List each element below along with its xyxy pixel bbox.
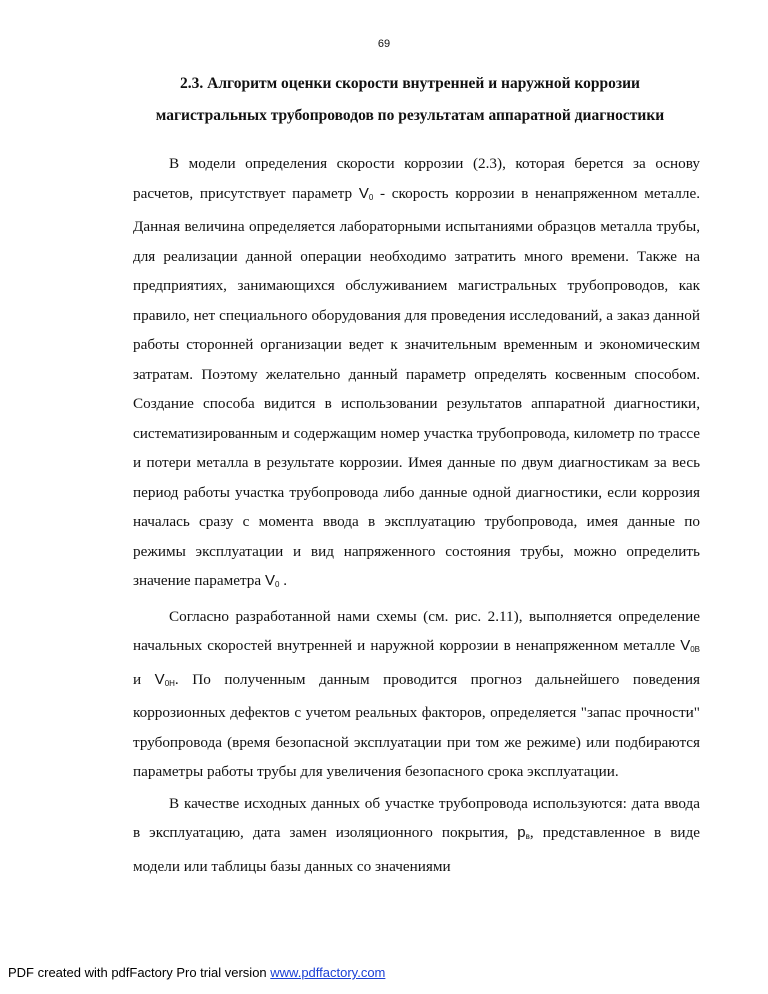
velocity-subscript: 0 bbox=[274, 580, 280, 589]
resistivity-symbol: р bbox=[517, 824, 526, 841]
heading-line-2: магистральных трубопроводов по результатам аппаратной диагностики bbox=[155, 107, 665, 124]
paragraph-1 bbox=[133, 149, 700, 600]
paragraph-2-text-c: . По полученным данным проводится прогноз дальнейшего поведения коррозионных дефектов с учетом реальных факторов, определяется "запас прочности" трубопровода (время безопасной эксплуатации при том же режиме) или подбираются параметры работы трубы для увеличения безопасного срока эксплуатации. bbox=[133, 670, 700, 780]
footer-link[interactable]: www.pdffactory.com bbox=[270, 965, 386, 980]
body-text bbox=[133, 149, 700, 883]
paragraph-2-text-b: и bbox=[133, 670, 155, 688]
paragraph-1-text-c: . bbox=[279, 572, 288, 589]
paragraph-3-text-b: , представленное в виде модели или таблицы базы данных со значениями bbox=[133, 824, 700, 875]
velocity-external-symbol: V bbox=[154, 670, 165, 688]
velocity-subscript: 0 bbox=[368, 192, 374, 202]
heading-line-1: 2.3. Алгоритм оценки скорости внутренней и наружной коррозии bbox=[180, 75, 640, 92]
footer-text: PDF created with pdfFactory Pro trial version bbox=[8, 965, 271, 980]
paragraph-2 bbox=[133, 602, 700, 787]
velocity-external-subscript: 0Н bbox=[164, 678, 175, 688]
velocity-internal-symbol: V bbox=[680, 637, 691, 654]
page-number: 69 bbox=[377, 38, 391, 50]
paragraph-3 bbox=[133, 789, 700, 882]
velocity-symbol: V bbox=[264, 572, 275, 589]
section-heading bbox=[120, 68, 700, 132]
resistivity-subscript: в bbox=[525, 832, 530, 841]
paragraph-1-text-b: - скорость коррозии в ненапряженном металле. Данная величина определяется лабораторными испытаниями образцов металла трубы, для реализации данной операции необходимо затратить много времени. Также на предприятиях, занимающихся обслуживанием магистральных трубопроводов, как правило, нет специального оборудования для проведения исследований, а заказ данной работы сторонней организации ведет к значительным временным и экономическим затратам. Поэтому желательно данный параметр определять косвенным способом. Создание способа видится в использовании результатов аппаратной диагностики, систематизированным и содержащим номер участка трубопровода, километр по трассе и потери металла в результате коррозии. Имея данные по двум диагностикам за весь период работы участка трубопровода либо данные одной диагностики, если коррозия началась сразу с момента ввода в эксплуатацию трубопровода, имея данные по режимы эксплуатации и вид напряженного состояния трубы, можно определить значение параметра bbox=[133, 184, 700, 589]
pdf-footer bbox=[8, 965, 385, 980]
velocity-internal-subscript: 0В bbox=[690, 645, 700, 654]
paragraph-3-text-a: В качестве исходных данных об участке трубопровода используются: дата ввода в эксплуатацию, дата замен изоляционного покрытия, bbox=[133, 794, 700, 841]
paragraph-1-text-a: В модели определения скорости коррозии (2.3), которая берется за основу расчетов, присутствует параметр bbox=[133, 155, 700, 202]
paragraph-2-text-a: Согласно разработанной нами схемы (см. рис. 2.11), выполняется определение начальных скоростей внутренней и наружной коррозии в ненапряженном металле bbox=[133, 607, 700, 654]
velocity-symbol: V bbox=[358, 184, 369, 202]
